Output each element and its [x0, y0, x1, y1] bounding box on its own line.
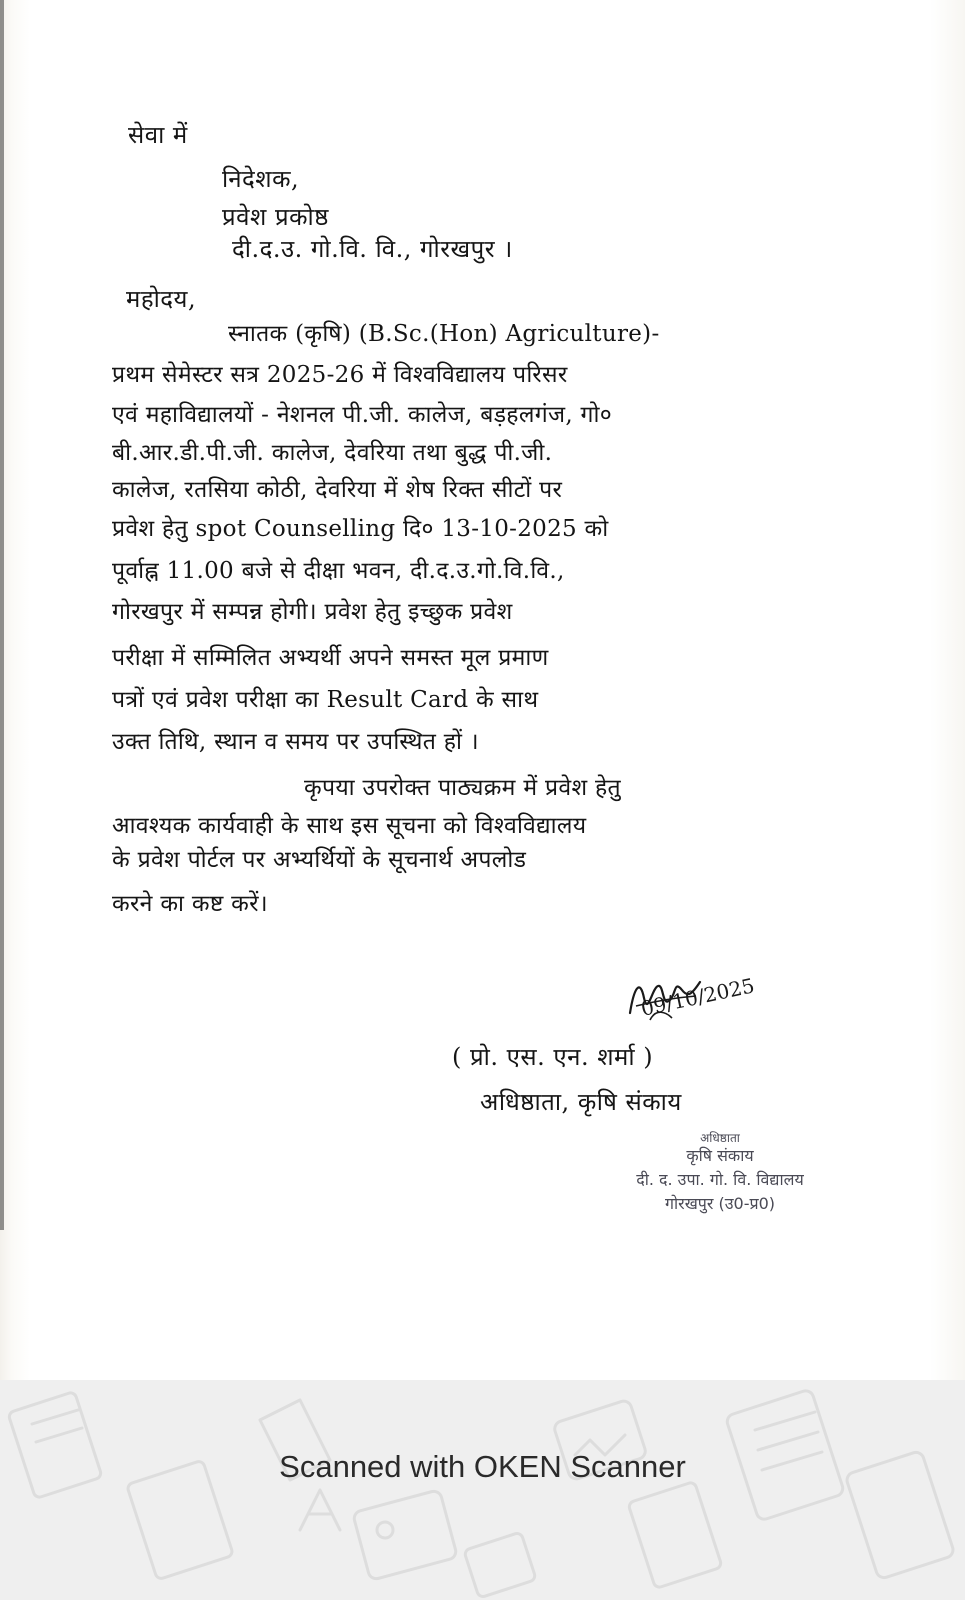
body-line-9: परीक्षा में सम्मिलित अभ्यर्थी अपने समस्त मूल प्रमाण: [112, 645, 549, 671]
recipient-line-1: निदेशक,: [222, 165, 300, 193]
body-line-14: के प्रवेश पोर्टल पर अभ्यर्थियों के सूचनार्थ अपलोड: [112, 847, 527, 873]
body-line-13: आवश्यक कार्यवाही के साथ इस सूचना को विश्वविद्यालय: [112, 813, 587, 839]
stamp-line-1: अधिष्ठाता: [700, 1131, 740, 1145]
body-line-2: प्रथम सेमेस्टर सत्र 2025-26 में विश्वविद्यालय परिसर: [112, 362, 568, 388]
body-line-3: एवं महाविद्यालयों - नेशनल पी.जी. कालेज, बड़हलगंज, गो०: [112, 402, 613, 428]
office-stamp: [620, 1132, 820, 1216]
body-line-8: गोरखपुर में सम्पन्न होगी। प्रवेश हेतु इच्छुक प्रवेश: [112, 599, 513, 625]
body-line-15: करने का कष्ट करें।: [112, 891, 268, 917]
signatory-title: अधिष्ठाता, कृषि संकाय: [480, 1088, 682, 1116]
signature-date: 09/10/2025: [638, 973, 757, 1021]
body-line-4: बी.आर.डी.पी.जी. कालेज, देवरिया तथा बुद्ध पी.जी.: [112, 440, 553, 466]
doodle-pattern: [0, 1380, 965, 1600]
stamp-line-4: गोरखपुर (उ0-प्र0): [665, 1194, 775, 1213]
recipient-line-3: दी.द.उ. गो.वि. वि., गोरखपुर ।: [232, 235, 513, 263]
greeting: महोदय,: [126, 285, 197, 313]
stamp-line-3: दी. द. उपा. गो. वि. विद्यालय: [636, 1170, 804, 1189]
recipient-line-2: प्रवेश प्रकोष्ठ: [222, 203, 329, 231]
body-line-10: पत्रों एवं प्रवेश परीक्षा का Result Card के साथ: [112, 687, 539, 713]
body-line-11: उक्त तिथि, स्थान व समय पर उपस्थित हों ।: [112, 729, 479, 755]
paper-edge: [0, 0, 4, 1230]
body-line-6: प्रवेश हेतु spot Counselling दि० 13-10-2025 को: [112, 516, 609, 542]
stamp-line-2: कृषि संकाय: [686, 1146, 754, 1165]
body-line-7: पूर्वाह्न 11.00 बजे से दीक्षा भवन, दी.द.उ.गो.वि.वि.,: [112, 558, 565, 584]
salutation-to: सेवा में: [128, 121, 188, 149]
scanner-footer: [0, 1380, 965, 1600]
body-line-12: कृपया उपरोक्त पाठ्यक्रम में प्रवेश हेतु: [304, 775, 621, 801]
scanner-watermark-text: Scanned with OKEN Scanner: [279, 1449, 686, 1484]
body-line-5: कालेज, रतसिया कोठी, देवरिया में शेष रिक्त सीटों पर: [112, 477, 563, 503]
body-line-1: स्नातक (कृषि) (B.Sc.(Hon) Agriculture)-: [228, 321, 660, 347]
signatory-name: ( प्रो. एस. एन. शर्मा ): [452, 1043, 654, 1071]
